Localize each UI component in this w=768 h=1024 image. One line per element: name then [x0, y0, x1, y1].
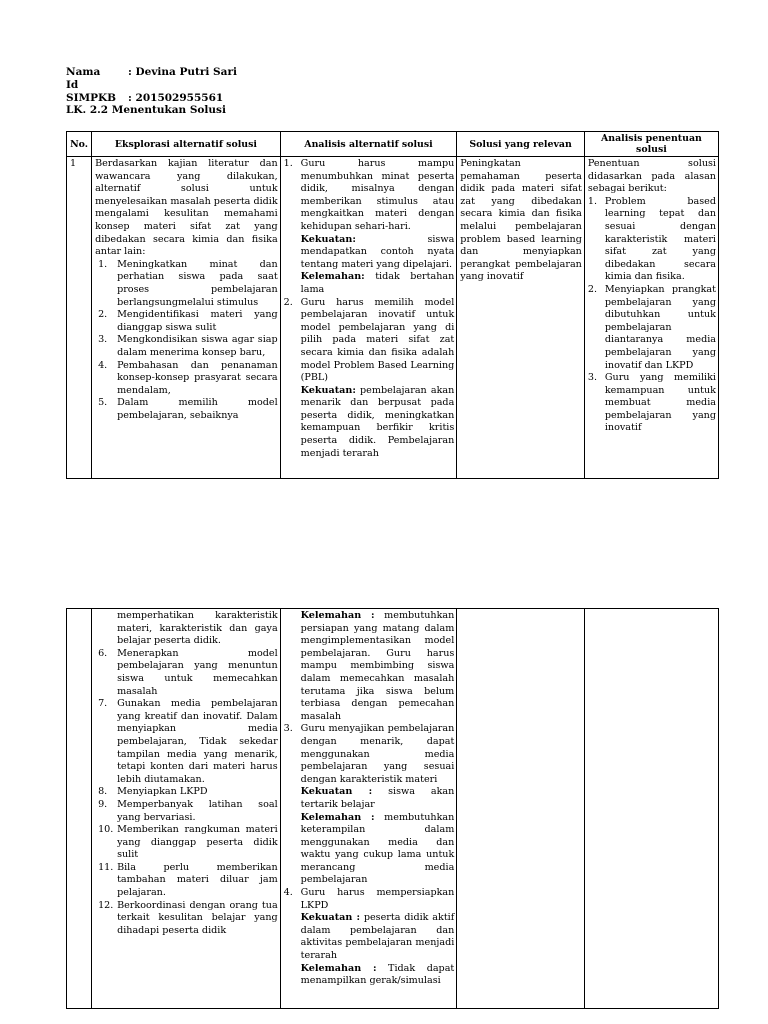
name-line: [66, 66, 237, 79]
list-item: 1. Meningkatkan minat dan perhatian siswa pada saat proses pembelajaran berlangsungmelalui stimulus: [98, 258, 278, 308]
kekuatan-label: Kekuatan:: [300, 384, 356, 396]
name-label: Nama: [66, 66, 101, 78]
kekuatan-label: Kekuatan:: [300, 233, 356, 245]
kekuatan-label: Kekuatan :: [300, 786, 373, 798]
list-item: 1. Guru harus mampu menumbuhkan minat peserta didik, misalnya dengan memberikan stimulus atau mengkaitkan materi dengan kehidupan sehari-hari. Kekuatan: siswa mendapatkan contoh nyata tentang materi yang dipelajari. Kelemahan: tidak bertahan lama: [283, 158, 455, 295]
list-item: 12. Berkoordinasi dengan orang tua terkait kesulitan belajar yang dihadapi peserta didik: [98, 899, 278, 936]
eksplorasi-intro: Berdasarkan kajian literatur dan wawancara yang dilakukan, alternatif solusi untuk menyelesaikan masalah peserta didik mengalami kesulitan memahami konsep materi sifat zat yang dibedakan secara kimia dan fisika antar lain:: [95, 158, 278, 258]
solution-table-page1: [66, 131, 719, 479]
id-label: Id SIMPKB: [66, 79, 117, 104]
list-item: 7. Gunakan media pembelajaran yang kreatif dan inovatif. Dalam menyiapkan media pembelajaran, Tidak sekedar tampilan media yang menarik, tetapi konten dari materi harus lebih diutamakan.: [98, 698, 278, 785]
list-item: 3. Guru yang memiliki kemampuan untuk membuat media pembelajaran yang inovatif: [587, 372, 716, 434]
list-item: 3. Guru menyajikan pembelajaran dengan menarik, dapat menggunakan media pembelajaran yang sesuai dengan karakteristik materi Kekuatan : siswa akan tertarik belajar Kelemahan : membutuhkan keterampilan dalam menggunakan media dan waktu yang cukup lama untuk merancang media pembelajaran: [283, 723, 455, 886]
row-number: 1: [67, 157, 92, 479]
col-header-eksplorasi: Eksplorasi alternatif solusi: [92, 132, 281, 157]
kelemahan-label: Kelemahan:: [300, 271, 365, 283]
eksplorasi-list: [95, 259, 278, 423]
section-title: LK. 2.2 Menentukan Solusi: [66, 104, 226, 116]
analisis-continued: Kelemahan : membutuhkan persiapan yang matang dalam mengimplementasikan model pembelajaran. Guru harus mampu membimbing siswa dalam memecahkan masalah terutama jika siswa belum terbiasa dengan pemecahan masalah: [300, 610, 455, 722]
name-value: : Devina Putri Sari: [128, 66, 237, 78]
analisis-cell: [280, 609, 457, 1009]
eksplorasi-cell: [92, 157, 281, 479]
kelemahan-label: Kelemahan :: [300, 962, 377, 974]
analisis-list: [284, 158, 455, 460]
penentuan-list: [588, 196, 716, 435]
col-header-penentuan: Analisis penentuan solusi: [584, 132, 718, 157]
list-item: 2. Guru harus memilih model pembelajaran inovatif untuk model pembelajaran yang di pilih pada materi sifat zat secara kimia dan fisika adalah model Problem Based Learning (PBL) Kekuatan: pembelajaran akan menarik dan berpusat pada peserta didik, meningkatkan kemampuan berfikir kritis peserta didik. Pembelajaran menjadi terarah: [283, 296, 455, 459]
col-header-solusi: Solusi yang relevan: [457, 132, 585, 157]
list-item: 2. Menyiapkan prangkat pembelajaran yang dibutuhkan untuk pembelajaran diantaranya media pembelajaran yang inovatif dan LKPD: [587, 283, 716, 371]
solusi-cell: Peningkatan pemahaman peserta didik pada materi sifat zat yang dibedakan secara kimia dan fisika melalui pembelajaran problem based learning dan menyiapkan perangkat pembelajaran yang inovatif: [457, 157, 585, 479]
solution-table-page2: [66, 608, 719, 1009]
kelemahan-label: Kelemahan :: [300, 610, 375, 621]
solusi-cell-empty: [457, 609, 585, 1009]
table-row: [67, 157, 719, 479]
list-item: 2. Mengidentifikasi materi yang dianggap siswa sulit: [98, 309, 278, 333]
kekuatan-label: Kekuatan :: [300, 912, 361, 924]
analisis-list: [284, 723, 455, 987]
list-item: 4. Guru harus mempersiapkan LKPD Kekuatan : peserta didik aktif dalam pembelajaran dan aktivitas pembelajaran menjadi terarah Kelemahan : Tidak dapat menampilkan gerak/simulasi: [283, 887, 455, 987]
list-item: 5. Dalam memilih model pembelajaran, sebaiknya: [98, 397, 278, 421]
col-header-analisis: Analisis alternatif solusi: [280, 132, 457, 157]
row-number-empty: [67, 609, 92, 1009]
penentuan-cell-empty: [584, 609, 718, 1009]
list-item: 10. Memberikan rangkuman materi yang dianggap peserta didik sulit: [98, 824, 278, 861]
list-item: 8. Menyiapkan LKPD: [98, 786, 208, 798]
list-item: 4. Pembahasan dan penanaman konsep-konsep prasyarat secara mendalam,: [98, 359, 278, 396]
penentuan-intro: Penentuan solusi didasarkan pada alasan sebagai berikut:: [587, 158, 716, 195]
table-header-row: [67, 132, 719, 157]
penentuan-cell: [584, 157, 718, 479]
list-item: 6. Menerapkan model pembelajaran yang menuntun siswa untuk memecahkan masalah: [98, 647, 278, 697]
id-value: : 201502955561: [128, 92, 224, 104]
list-item: 9. Memperbanyak latihan soal yang bervariasi.: [98, 798, 278, 823]
eksplorasi-cell: [92, 609, 281, 1009]
table-row: [67, 609, 719, 1009]
list-item: 1. Problem based learning tepat dan sesuai dengan karakteristik materi sifat zat yang dibedakan secara kimia dan fisika.: [587, 195, 716, 283]
kelemahan-label: Kelemahan :: [300, 811, 375, 823]
id-line: [66, 79, 223, 105]
eksplorasi-list: [95, 648, 278, 938]
analisis-cell: [280, 157, 457, 479]
col-header-no: No.: [67, 132, 92, 157]
eksplorasi-continued: memperhatikan karakteristik materi, karakteristik dan gaya belajar peserta didik.: [117, 610, 278, 647]
list-item: 3. Mengkondisikan siswa agar siap dalam menerima konsep baru,: [98, 334, 278, 358]
list-item: 11. Bila perlu memberikan tambahan materi diluar jam pelajaran.: [98, 861, 278, 899]
